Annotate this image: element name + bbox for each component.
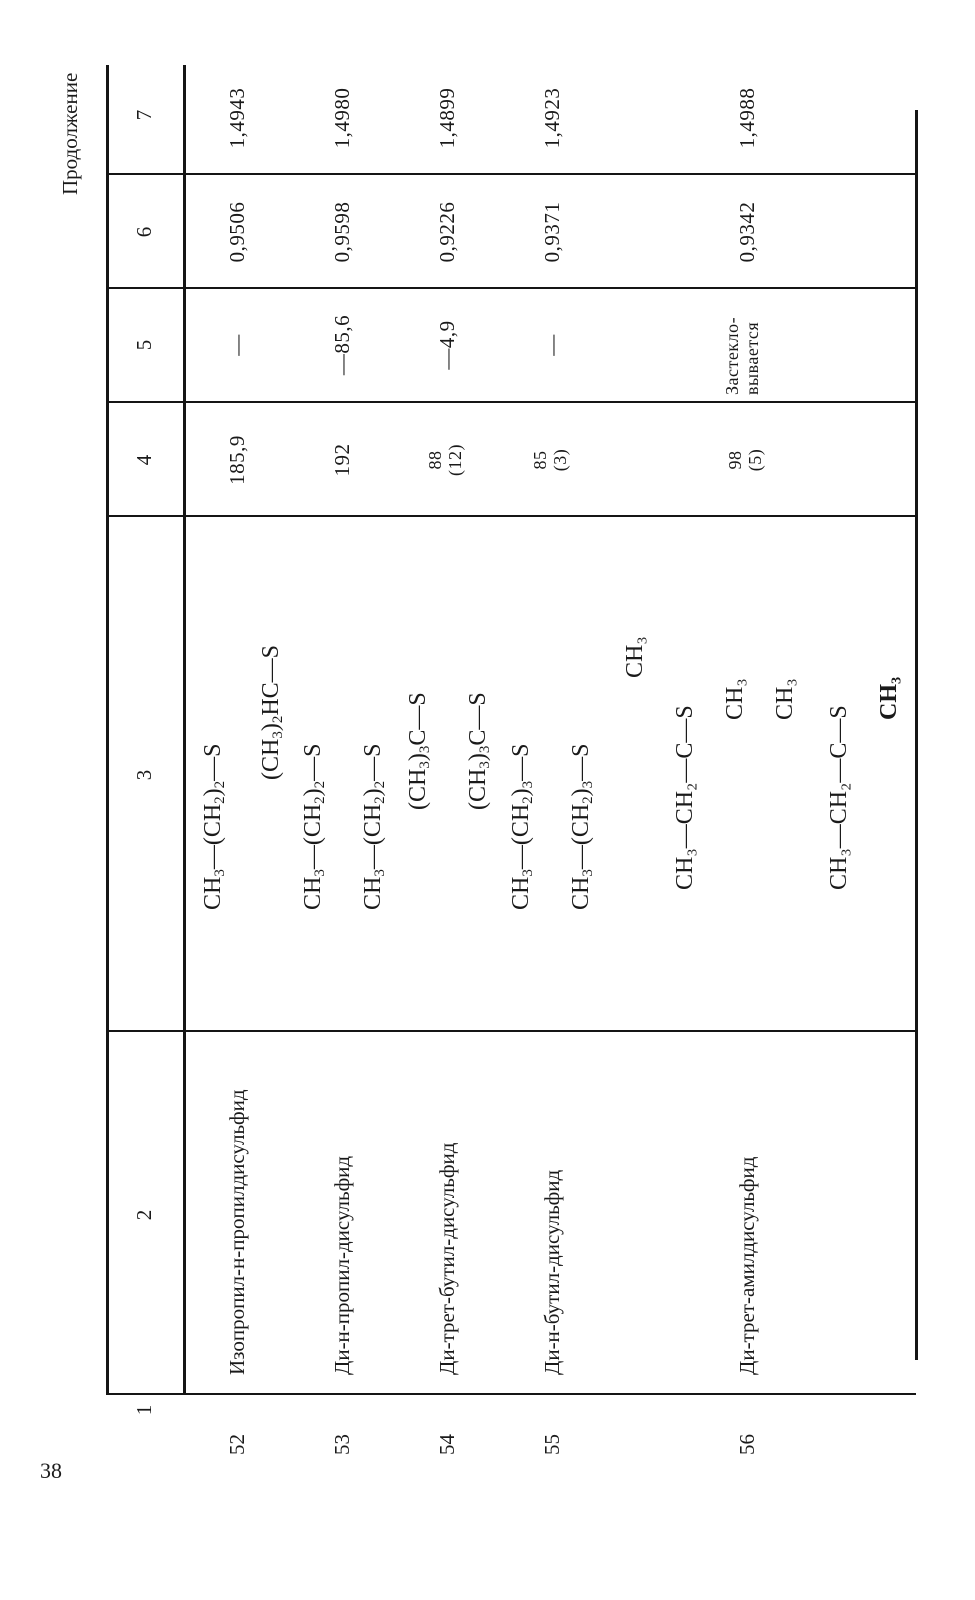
row-52-refractive-index: 1,4943 xyxy=(225,87,249,149)
header-col-3: 3 xyxy=(132,769,156,781)
row-53-formula-line-1: $CH_3—(CH_2)_2—S$ xyxy=(300,743,328,910)
row-56-bp-pressure: (5) xyxy=(745,448,765,472)
page-number: 38 xyxy=(40,1458,62,1483)
header-col-1: 1 xyxy=(132,1404,156,1416)
row-54-density: 0,9226 xyxy=(435,201,459,263)
row-56-formula-bottom-ch3-b: CH₃ xyxy=(876,676,902,720)
row-54-name: Ди-трет-бутил-дисульфид xyxy=(435,1142,459,1375)
header-col-6: 6 xyxy=(132,226,156,238)
row-53-refractive-index: 1,4980 xyxy=(330,87,354,149)
row-54-melting-point: —4,9 xyxy=(435,320,459,370)
row-56-formula-chain-b: CH₃—CH₂—C—S xyxy=(826,705,852,890)
row-56-formula-bottom-ch3: CH₃ xyxy=(722,678,748,720)
row-53-number: 53 xyxy=(330,1434,354,1455)
row-55-formula-line-2: $CH_3—(CH_2)_3—S$ xyxy=(568,743,596,910)
row-53-name: Ди-н-пропил-дисульфид xyxy=(330,1155,354,1375)
row-56-formula-top-ch3: CH₃ xyxy=(622,636,648,678)
table-top-rule xyxy=(106,65,109,1395)
row-56-boiling-point xyxy=(725,400,765,520)
header-col-5: 5 xyxy=(132,339,156,351)
row-52-boiling-point: 185,9 xyxy=(225,435,249,485)
row-53-formula-line-2: $CH_3—(CH_2)_2—S$ xyxy=(360,743,388,910)
row-54-bp-pressure: (12) xyxy=(445,444,465,476)
row-56-mp-line-1: Застекло- xyxy=(722,316,742,395)
row-55-formula-line-1: $CH_3—(CH_2)_3—S$ xyxy=(508,743,536,910)
header-bottom-rule xyxy=(183,65,186,1395)
row-53-melting-point: —85,6 xyxy=(330,314,354,376)
row-53-boiling-point: 192 xyxy=(330,443,354,477)
row-52-formula-line-2: $(CH_3)_2HC—S$ xyxy=(258,644,286,780)
row-55-refractive-index: 1,4923 xyxy=(540,87,564,149)
row-56-melting-point xyxy=(722,317,762,395)
row-56-formula-chain: CH₃—CH₂—C—S xyxy=(672,705,698,890)
row-55-bp-value: 85 xyxy=(530,450,550,470)
row-56-number: 56 xyxy=(735,1434,759,1455)
row-56-formula-top-ch3-b: CH₃ xyxy=(772,678,798,720)
row-56-name: Ди-трет-амилдисульфид xyxy=(735,1156,759,1375)
table-bottom-rule xyxy=(915,110,918,1360)
header-col-2: 2 xyxy=(132,1209,156,1221)
row-56-bp-value: 98 xyxy=(725,450,745,470)
header-col-4: 4 xyxy=(132,454,156,466)
row-56-mp-line-2: вывается xyxy=(742,321,762,395)
continuation-label: Продолжение xyxy=(58,72,82,195)
row-54-bp-value: 88 xyxy=(425,450,445,470)
row-55-boiling-point xyxy=(530,400,570,520)
row-56-refractive-index: 1,4988 xyxy=(735,87,759,149)
row-52-name: Изопропил-н-пропилдисульфид xyxy=(225,1089,249,1375)
row-54-formula-line-1: $(CH_3)_3C—S$ xyxy=(405,692,433,810)
row-53-density: 0,9598 xyxy=(330,201,354,263)
row-52-formula-line-1: $CH_3—(CH_2)_2—S$ xyxy=(200,743,228,910)
row-52-melting-point: — xyxy=(225,334,249,356)
row-52-number: 52 xyxy=(225,1434,249,1455)
header-col-7: 7 xyxy=(132,109,156,121)
row-55-name: Ди-н-бутил-дисульфид xyxy=(540,1169,564,1375)
row-54-refractive-index: 1,4899 xyxy=(435,87,459,149)
col-sep-1-2 xyxy=(106,1393,916,1395)
row-55-melting-point: — xyxy=(540,334,564,356)
row-56-density: 0,9342 xyxy=(735,201,759,263)
row-55-bp-pressure: (3) xyxy=(550,448,570,472)
row-55-density: 0,9371 xyxy=(540,201,564,263)
row-54-boiling-point xyxy=(425,400,465,520)
row-52-density: 0,9506 xyxy=(225,201,249,263)
row-55-number: 55 xyxy=(540,1434,564,1455)
row-54-formula-line-2: $(CH_3)_3C—S$ xyxy=(465,692,493,810)
row-54-number: 54 xyxy=(435,1434,459,1455)
col-sep-2-3 xyxy=(106,1030,916,1032)
